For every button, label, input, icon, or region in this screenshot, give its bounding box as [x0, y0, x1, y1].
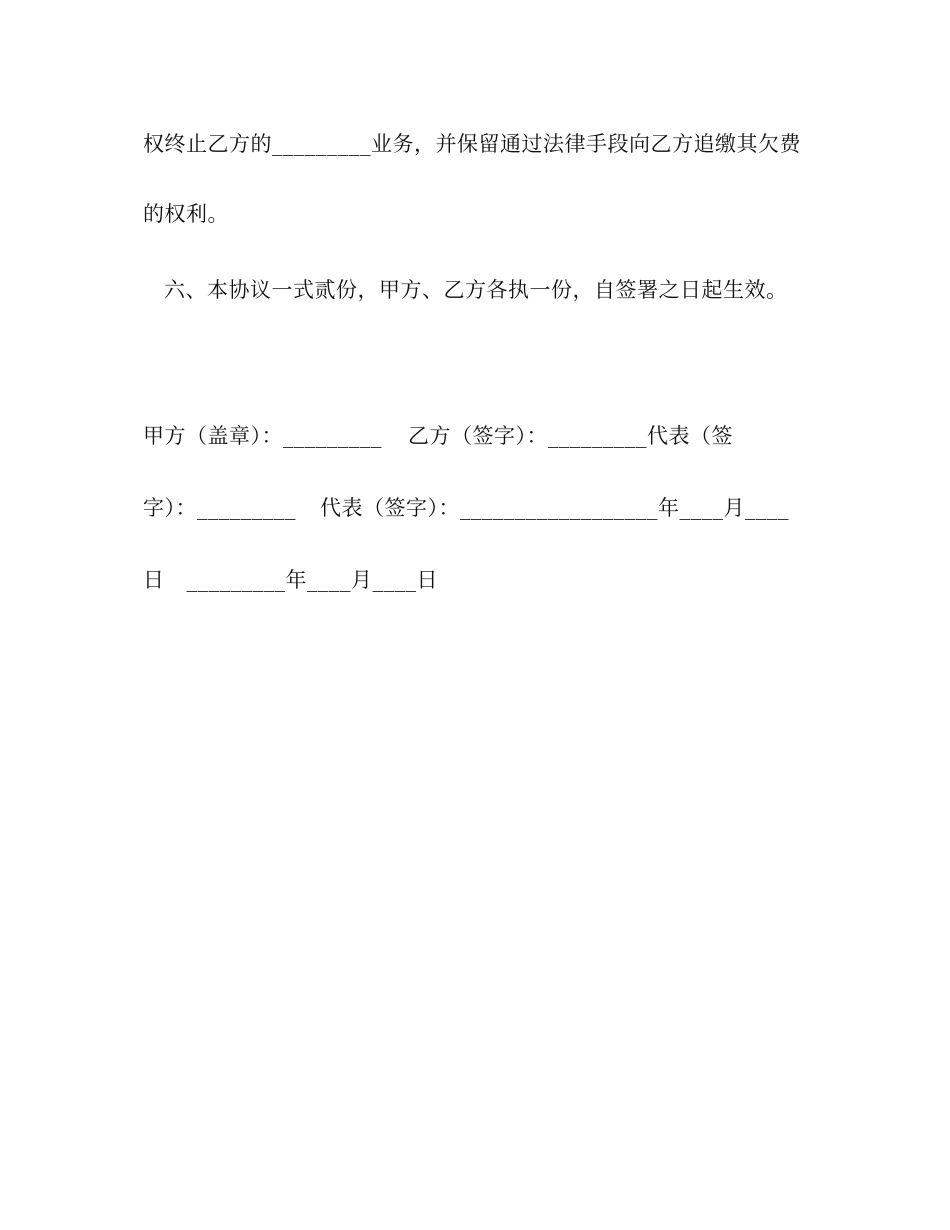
party-b-sign-field: 乙方（签字）：_________代表（签: [408, 424, 733, 448]
representative-a-sign-field: 字）：_________: [143, 496, 296, 520]
party-a-seal-field: 甲方（盖章）：_________: [143, 424, 382, 448]
signature-line-2: [143, 494, 789, 522]
signature-line-1: [143, 422, 733, 450]
representative-b-sign-date-field: 代表（签字）：__________________年____月____: [320, 496, 789, 520]
paragraph-line-1: 权终止乙方的_________业务，并保留通过法律手段向乙方追缴其欠费: [143, 132, 801, 156]
clause-six: 六、本协议一式贰份，甲方、乙方各执一份，自签署之日起生效。: [164, 278, 788, 302]
party-b-date-field: _________年____月____日: [186, 568, 438, 592]
signature-line-3: [143, 566, 438, 594]
date-day-label: 日: [143, 568, 165, 592]
paragraph-line-2: 的权利。: [143, 202, 229, 226]
